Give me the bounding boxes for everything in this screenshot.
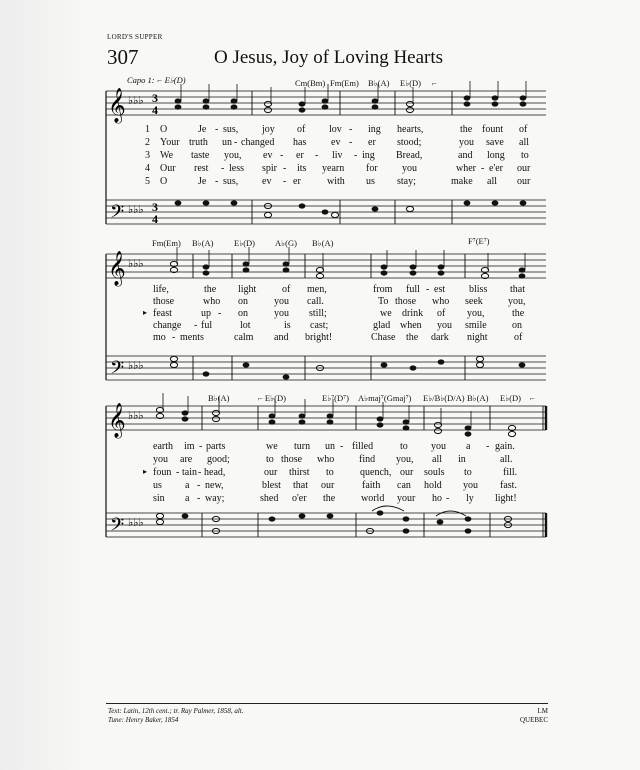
lyric-word: spir	[262, 163, 277, 174]
bass-clef-icon: 𝄢	[110, 202, 125, 227]
lyric-word: Bread,	[396, 150, 423, 161]
lyric-word: our	[321, 480, 335, 491]
lyric-word: -	[354, 150, 358, 161]
lyric-word: you,	[396, 454, 414, 465]
lyric-word: who	[203, 296, 221, 307]
meter: LM	[537, 707, 548, 715]
lyric-word: of	[282, 284, 291, 295]
lyric-word: filled	[352, 441, 374, 452]
lyric-word: can	[397, 480, 411, 491]
lyric-word: ev	[262, 176, 272, 187]
lyric-word: -	[340, 441, 344, 452]
lyric-word: fast.	[500, 480, 517, 491]
pointer-icon: ▸	[143, 308, 148, 317]
lyric-word: bliss	[469, 284, 488, 295]
lyric-word: make	[451, 176, 473, 187]
lyric-word: is	[284, 320, 291, 331]
lyric-word: light!	[495, 493, 517, 504]
lyric-word: -	[349, 137, 353, 148]
lyric-word: earth	[153, 441, 173, 452]
lyric-word: -	[218, 308, 222, 319]
lyric-word: -	[315, 150, 319, 161]
pointer-icon: ▸	[143, 467, 148, 476]
lyric-word: -	[215, 124, 219, 135]
lyric-word: wher	[456, 163, 476, 174]
lyric-word: to	[400, 441, 408, 452]
lyric-word: good;	[207, 454, 230, 465]
lyric-word: yearn	[322, 163, 345, 174]
lyric-word: all	[519, 137, 529, 148]
lyric-word: gain.	[495, 441, 515, 452]
lyric-word: -	[199, 441, 203, 452]
lyric-word: still;	[309, 308, 327, 319]
hymn-number: 307	[107, 45, 139, 69]
lyric-word: those	[281, 454, 303, 465]
lyric-word: to	[521, 150, 529, 161]
lyric-word: and	[274, 332, 289, 343]
lyric-word: who	[432, 296, 450, 307]
lyric-word: all	[432, 454, 442, 465]
lyric-word: change	[153, 320, 182, 331]
svg-text:♭♭♭: ♭♭♭	[128, 258, 144, 270]
lyric-word: -	[349, 124, 353, 135]
lyric-word: its	[297, 163, 307, 174]
chord-symbol: F⁷(E⁷)	[468, 236, 490, 246]
lyric-word: from	[373, 284, 393, 295]
lyric-word: men,	[307, 284, 327, 295]
lyric-word: you	[274, 308, 289, 319]
lyric-word: feast	[153, 308, 172, 319]
lyric-word: changed	[241, 137, 275, 148]
lyric-word: Our	[160, 163, 176, 174]
lyric-word: with	[327, 176, 345, 187]
lyric-word: to	[326, 467, 334, 478]
lyric-word: save	[486, 137, 504, 148]
lyric-word: ing	[368, 124, 381, 135]
chord-symbol: Capo 1: ⌐ E♭(D)	[127, 75, 186, 85]
lyric-word: the	[323, 493, 336, 504]
lyric-word: you,	[224, 150, 242, 161]
lyric-word: us	[153, 480, 162, 491]
lyric-word: O	[160, 176, 168, 187]
lyric-word: calm	[234, 332, 254, 343]
svg-text:𝄢: 𝄢	[110, 515, 125, 540]
lyric-word: our	[400, 467, 414, 478]
hymn-title: O Jesus, Joy of Loving Hearts	[214, 47, 444, 68]
lyric-word: fount	[482, 124, 504, 135]
lyric-word: parts	[206, 441, 226, 452]
chord-symbol: E♭(D)	[500, 393, 522, 403]
lyric-word: -	[197, 493, 201, 504]
lyric-word: hearts,	[397, 124, 424, 135]
lyric-word: on	[512, 320, 522, 331]
svg-text:3: 3	[152, 91, 158, 105]
lyric-word: those	[395, 296, 417, 307]
chord-symbol: ⌐	[530, 393, 535, 403]
lyric-word: you,	[467, 308, 485, 319]
lyric-word: fill.	[503, 467, 518, 478]
lyric-word: head,	[204, 467, 226, 478]
lyric-word: lov	[329, 124, 342, 135]
lyric-word: when	[400, 320, 422, 331]
key-signature-icon: ♭♭♭	[128, 95, 144, 107]
lyric-word: to	[464, 467, 472, 478]
lyric-word: faith	[362, 480, 381, 491]
lyric-word: Je	[198, 124, 207, 135]
lyric-word: full	[406, 284, 420, 295]
lyric-word: you	[437, 320, 452, 331]
chord-symbol: E♭(D)	[234, 238, 256, 248]
lyric-word: we	[380, 308, 392, 319]
lyric-word: sus,	[223, 176, 239, 187]
lyric-word: er	[293, 176, 301, 187]
lyric-word: ing	[362, 150, 375, 161]
lyric-word: we	[266, 441, 278, 452]
lyric-word: sus,	[223, 124, 239, 135]
lyric-word: of	[514, 332, 523, 343]
lyric-word: liv	[332, 150, 343, 161]
chord-symbol: ⌐ E♭(D)	[258, 393, 286, 403]
lyric-word: souls	[424, 467, 445, 478]
lyric-word: ev	[263, 150, 273, 161]
lyric-word: find	[359, 454, 376, 465]
lyric-word: O	[160, 124, 168, 135]
lyric-word: a	[185, 480, 190, 491]
lyric-word: ly	[466, 493, 474, 504]
lyric-word: you	[402, 163, 417, 174]
lyric-word: -	[446, 493, 450, 504]
svg-text:♭♭♭: ♭♭♭	[128, 410, 144, 422]
lyric-word: foun	[153, 467, 172, 478]
lyric-word: are	[180, 454, 193, 465]
lyric-word: us	[366, 176, 375, 187]
lyric-word: -	[176, 467, 180, 478]
verse-number: 4	[145, 163, 150, 174]
verse-number: 5	[145, 176, 150, 187]
lyric-word: that	[510, 284, 525, 295]
lyric-word: -	[172, 332, 176, 343]
lyric-word: smile	[465, 320, 487, 331]
system-3-treble-staff	[106, 406, 546, 430]
lyric-word: -	[280, 150, 284, 161]
lyric-word: bright!	[305, 332, 333, 343]
lyric-word: stay;	[397, 176, 416, 187]
lyric-word: on	[238, 296, 248, 307]
verse-number: 1	[145, 124, 150, 135]
lyric-word: up	[201, 308, 211, 319]
lyric-word: shed	[260, 493, 279, 504]
lyric-word: im	[184, 441, 195, 452]
lyric-word: our	[517, 176, 531, 187]
lyric-word: -	[426, 284, 430, 295]
lyric-word: our	[264, 467, 278, 478]
lyric-word: ho	[432, 493, 442, 504]
lyric-word: for	[366, 163, 378, 174]
lyric-word: those	[153, 296, 175, 307]
lyric-word: a	[466, 441, 471, 452]
lyric-word: your	[397, 493, 416, 504]
lyric-word: seek	[465, 296, 483, 307]
system-3-bass-staff	[106, 513, 546, 537]
lyric-word: -	[215, 176, 219, 187]
lyric-word: in	[458, 454, 466, 465]
lyric-word: sin	[153, 493, 165, 504]
svg-text:𝄢: 𝄢	[110, 358, 125, 383]
lyric-word: -	[197, 480, 201, 491]
svg-text:𝄞: 𝄞	[108, 251, 126, 286]
lyric-word: tain	[182, 467, 197, 478]
lyric-word: the	[406, 332, 419, 343]
lyric-word: ev	[331, 137, 341, 148]
svg-text:3: 3	[152, 200, 158, 214]
verse-number: 3	[145, 150, 150, 161]
lyric-word: o'er	[292, 493, 307, 504]
lyric-word: world	[361, 493, 385, 504]
lyric-word: -	[283, 176, 287, 187]
lyric-word: new,	[205, 480, 224, 491]
chord-symbol: A♭maj⁷(Gmaj⁷)	[358, 393, 412, 403]
lyric-word: blest	[262, 480, 281, 491]
svg-text:4: 4	[152, 212, 158, 226]
lyric-word: We	[160, 150, 174, 161]
section-label: LORD'S SUPPER	[107, 33, 163, 41]
lyric-word: on	[238, 308, 248, 319]
lyric-word: light	[238, 284, 257, 295]
chord-symbol: Cm(Bm)	[295, 78, 326, 88]
lyric-word: joy	[262, 124, 275, 135]
lyric-word: glad	[373, 320, 391, 331]
lyric-word: To	[378, 296, 389, 307]
lyric-word: the	[460, 124, 473, 135]
lyric-word: er	[296, 150, 304, 161]
lyric-word: Your	[160, 137, 180, 148]
lyric-word: you	[274, 296, 289, 307]
lyric-word: -	[486, 441, 490, 452]
lyric-word: un	[222, 137, 232, 148]
lyric-word: -	[198, 467, 202, 478]
chord-symbol: B♭(A)	[467, 393, 489, 403]
lyric-word: -	[234, 137, 238, 148]
lyric-word: of	[297, 124, 306, 135]
lyric-word: you	[153, 454, 168, 465]
lyric-word: quench,	[360, 467, 392, 478]
verse-number: 2	[145, 137, 150, 148]
lyric-word: ments	[180, 332, 204, 343]
lyric-word: the	[204, 284, 217, 295]
lyric-word: a	[185, 493, 190, 504]
lyric-word: Chase	[371, 332, 396, 343]
lyric-word: you	[459, 137, 474, 148]
chord-symbol: Fm(Em)	[152, 238, 181, 248]
lyric-word: est	[434, 284, 446, 295]
lyric-word: of	[519, 124, 528, 135]
chord-symbol: B♭(A)	[192, 238, 214, 248]
chord-symbol: ⌐	[432, 78, 437, 88]
lyric-word: drink	[402, 308, 424, 319]
lyric-word: night	[467, 332, 488, 343]
lyric-word: life,	[153, 284, 169, 295]
lyric-word: mo	[153, 332, 166, 343]
lyric-word: to	[266, 454, 274, 465]
lyric-word: of	[437, 308, 446, 319]
lyric-word: all	[487, 176, 497, 187]
lyric-word: taste	[191, 150, 210, 161]
chord-symbol: E♭(D)	[400, 78, 422, 88]
lyric-word: less	[229, 163, 244, 174]
lyric-word: -	[194, 320, 198, 331]
lyric-word: er	[368, 137, 376, 148]
chord-symbol: E♭/B♭(D/A)	[423, 393, 465, 403]
lyric-word: our	[517, 163, 531, 174]
lyric-word: stood;	[397, 137, 422, 148]
lyric-word: all.	[500, 454, 513, 465]
lyric-word: truth	[189, 137, 208, 148]
svg-text:♭♭♭: ♭♭♭	[128, 517, 144, 529]
chord-symbol: E♭⁷(D⁷)	[322, 393, 349, 403]
treble-clef-icon: 𝄞	[108, 88, 126, 123]
lyric-word: dark	[431, 332, 449, 343]
lyric-word: thirst	[289, 467, 310, 478]
lyric-word: cast;	[310, 320, 329, 331]
lyric-word: call.	[307, 296, 324, 307]
lyric-word: Je	[198, 176, 207, 187]
chord-symbol: A♭(G)	[275, 238, 297, 248]
lyric-word: turn	[294, 441, 311, 452]
lyric-word: ful	[201, 320, 213, 331]
lyric-word: e'er	[489, 163, 504, 174]
lyric-word: you	[431, 441, 446, 452]
chord-symbol: B♭(A)	[312, 238, 334, 248]
lyric-word: lot	[240, 320, 251, 331]
lyric-word: -	[221, 163, 225, 174]
lyric-word: way;	[205, 493, 225, 504]
chord-symbol: Fm(Em)	[330, 78, 359, 88]
svg-text:𝄞: 𝄞	[108, 403, 126, 438]
lyric-word: rest	[194, 163, 209, 174]
lyric-word: -	[283, 163, 287, 174]
chord-symbol: B♭(A)	[368, 78, 390, 88]
tune-credit: Tune: Henry Baker, 1854	[108, 716, 179, 724]
lyric-word: and	[458, 150, 473, 161]
lyric-word: who	[317, 454, 335, 465]
lyric-word: you	[463, 480, 478, 491]
lyric-word: hold	[424, 480, 442, 491]
lyric-word: the	[512, 308, 525, 319]
lyric-word: -	[481, 163, 485, 174]
lyric-word: you,	[508, 296, 526, 307]
footer-rule	[106, 703, 548, 704]
text-credit: Text: Latin, 12th cent.; tr. Ray Palmer, 1858, alt.	[108, 707, 244, 715]
chord-symbol: B♭(A)	[208, 393, 230, 403]
svg-text:4: 4	[152, 103, 158, 117]
svg-text:♭♭♭: ♭♭♭	[128, 204, 144, 216]
tune-name: QUEBEC	[520, 716, 548, 724]
lyric-word: that	[293, 480, 308, 491]
svg-text:♭♭♭: ♭♭♭	[128, 360, 144, 372]
lyric-word: long	[487, 150, 505, 161]
lyric-word: un	[325, 441, 335, 452]
lyric-word: has	[293, 137, 307, 148]
